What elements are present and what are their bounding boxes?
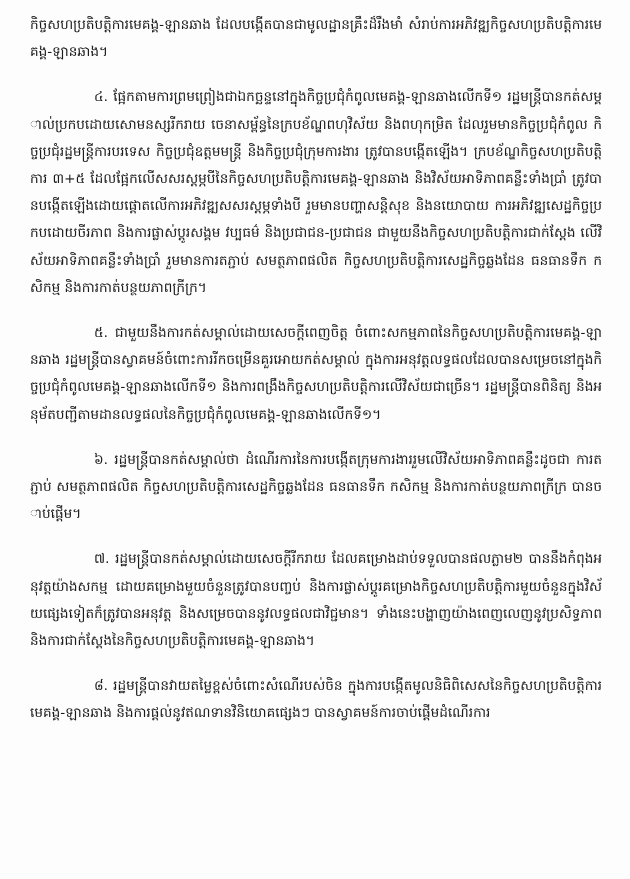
paragraph-6: ៦. រដ្ឋមន្ត្រីបានកត់សម្គាល់ថា ដំណើរការនៃការបង្កើតក្រុមការងាររួមលើវិស័យអាទិភាពគន្លឹះដូចជា ការតភ្ជាប់ សមត្ថភាពផលិត កិច្ចសហប្រតិបត្តិការសេដ្ឋកិច្ចឆ្លងដែន ធនធានទឹក កសិកម្ម និងការកាត់បន្ថយភាពក្រីក្រ បានចាប់ផ្តើម។ [30,451,602,523]
paragraph-4: ៤. ផ្អែកតាមការព្រមព្រៀងជាឯកច្ឆន្ទនៅក្នុងកិច្ចប្រជុំកំពូលមេគង្គ-ឡានឆាងលើកទី១ រដ្ឋមន្ត្រីបានកត់សម្គាល់ប្រកបដោយសោមនស្សរីករាយ ចេនាសម្ព័ន្ធនៃក្របខ័ណ្ឌពហុវិស័យ និងពហុកម្រិត ដែលរួមមានកិច្ចប្រជុំកំពូល កិច្ចប្រជុំរដ្ឋមន្ត្រីការបរទេស កិច្ចប្រជុំឧត្តមមន្ត្រី និងកិច្ចប្រជុំក្រុមការងារ ត្រូវបានបង្កើតឡើង។ ក្របខ័ណ្ឌកិច្ចសហប្រតិបត្តិការ ៣+៥ ដែលផ្អែកលើសសរស្តម្ភបីនៃកិច្ចសហប្រតិបត្តិការមេគង្គ-ឡានឆាង និងវិស័យអាទិភាពគន្លឹះទាំងប្រាំ ត្រូវបានបង្កើតឡើងដោយផ្តោតលើការអភិវឌ្ឍសសរស្តម្ភទាំងបី រួមមានបញ្ហាសន្តិសុខ និងនយោបាយ ការអភិវឌ្ឍសេដ្ឋកិច្ចប្រកបដោយចីរភាព និងការផ្លាស់ប្តូរសង្គម វប្បធម៌ និងប្រជាជន-ប្រជាជន ជាមួយនឹងកិច្ចសហប្រតិបត្តិការជាក់ស្តែង លើវិស័យអាទិភាពគន្លឹះទាំងប្រាំ រួមមានការតភ្ជាប់ សមត្ថភាពផលិត កិច្ចសហប្រតិបត្តិការសេដ្ឋកិច្ចឆ្លងដែន ធនធានទឹក កសិកម្ម និងការកាត់បន្ថយភាពក្រីក្រ។ [30,89,602,296]
paragraph-7: ៧. រដ្ឋមន្ត្រីបានកត់សម្គាល់ដោយសេចក្តីរីករាយ ដែលគម្រោងដាប់ទទួលបានផលភ្លាម២ បាននឹងកំពុងអនុវត្តយ៉ាងសកម្ម ដោយគម្រោងមួយចំនួនត្រូវបានបញ្ចប់ និងការផ្លាស់ប្តូរគម្រោងកិច្ចសហប្រតិបត្តិការមួយចំនួនក្នុងវិស័យផ្សេងទៀតក៏ត្រូវបានអនុវត្ត និងសម្រេចបាននូវលទ្ធផលជាវិជ្ជមាន។ ទាំងនេះបង្ហាញយ៉ាងពេញលេញនូវប្រសិទ្ធភាព និងការជាក់ស្តែងនៃកិច្ចសហប្រតិបត្តិការមេគង្គ-ឡានឆាង។ [30,551,602,650]
paragraph-intro-continuation: កិច្ចសហប្រតិបត្តិការមេគង្គ-ឡានឆាង ដែលបង្កើតបានជាមូលដ្ឋានគ្រឹះដ៏រឹងមាំ សំរាប់ការអភិវឌ្ឍកិច្ចសហប្រតិបត្តិការមេគង្គ-ឡានឆាង។ [30,17,602,61]
paragraph-5: ៥. ជាមួយនឹងការកត់សម្គាល់ដោយសេចក្តីពេញចិត្ត ចំពោះសកម្មភាពនៃកិច្ចសហប្រតិបត្តិការមេគង្គ-ឡានឆាង រដ្ឋមន្ត្រីបានស្វាគមន៍ចំពោះការរីកចម្រើនគួរអោយកត់សម្គាល់ ក្នុងការអនុវត្តលទ្ធផលដែលបានសម្រេចនៅក្នុងកិច្ចប្រជុំកំពូលមេគង្គ-ឡានឆាងលើកទី១ និងការពង្រឹងកិច្ចសហប្រតិបត្តិការលើវិស័យជាច្រើន។ រដ្ឋមន្ត្រីបានពិនិត្យ និងអនុម័តបញ្ជីតាមដានលទ្ធផលនៃកិច្ចប្រជុំកំពូលមេគង្គ-ឡានឆាងលើកទី១។ [30,325,602,423]
paragraph-8: ៨. រដ្ឋមន្ត្រីបានវាយតម្លៃខ្ពស់ចំពោះសំណើរបស់ចិន ក្នុងការបង្កើតមូលនិធិពិសេសនៃកិច្ចសហប្រតិបត្តិការមេគង្គ-ឡានឆាង និងការផ្តល់នូវឥណទានវិនិយោគផ្សេងៗ បានស្វាគមន៍ការចាប់ផ្តើមដំណើរការ [30,678,602,722]
